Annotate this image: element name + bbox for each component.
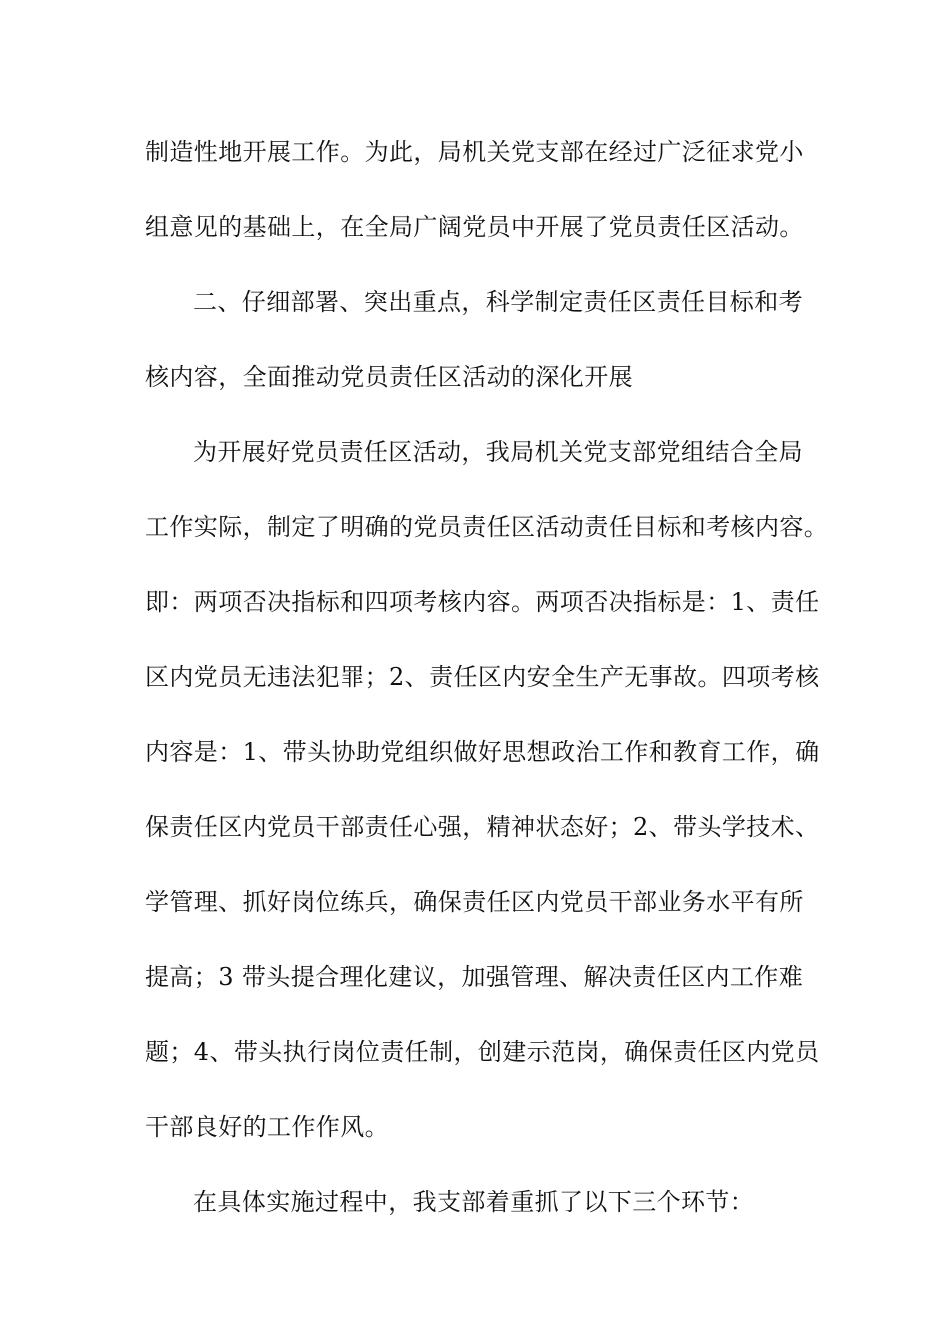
paragraph-line: 内容是：1、带头协助党组织做好思想政治工作和教育工作，确 [145,738,820,766]
paragraph-line: 制造性地开展工作。为此，局机关党支部在经过广泛征求党小 [145,138,804,166]
paragraph-line: 工作实际，制定了明确的党员责任区活动责任目标和考核内容。 [145,513,829,541]
paragraph-line: 在具体实施过程中，我支部着重抓了以下三个环节： [193,1188,755,1216]
paragraph-line: 学管理、抓好岗位练兵，确保责任区内党员干部业务水平有所 [145,888,804,916]
paragraph-line: 题；4、带头执行岗位责任制，创建示范岗，确保责任区内党员 [145,1038,820,1066]
paragraph-line: 为开展好党员责任区活动，我局机关党支部党组结合全局 [193,438,803,466]
section-heading-line: 二、仔细部署、突出重点，科学制定责任区责任目标和考 [193,288,803,316]
paragraph-line: 即：两项否决指标和四项考核内容。两项否决指标是：1、责任 [145,588,820,616]
section-heading-line: 核内容，全面推动党员责任区活动的深化开展 [145,363,633,391]
paragraph-line: 组意见的基础上，在全局广阔党员中开展了党员责任区活动。 [145,213,804,241]
paragraph-line: 干部良好的工作作风。 [145,1113,389,1141]
paragraph-line: 区内党员无违法犯罪；2、责任区内安全生产无事故。四项考核 [145,663,820,691]
paragraph-line: 保责任区内党员干部责任心强，精神状态好；2、带头学技术、 [145,813,820,841]
paragraph-line: 提高；3 带头提合理化建议，加强管理、解决责任区内工作难 [145,963,804,991]
